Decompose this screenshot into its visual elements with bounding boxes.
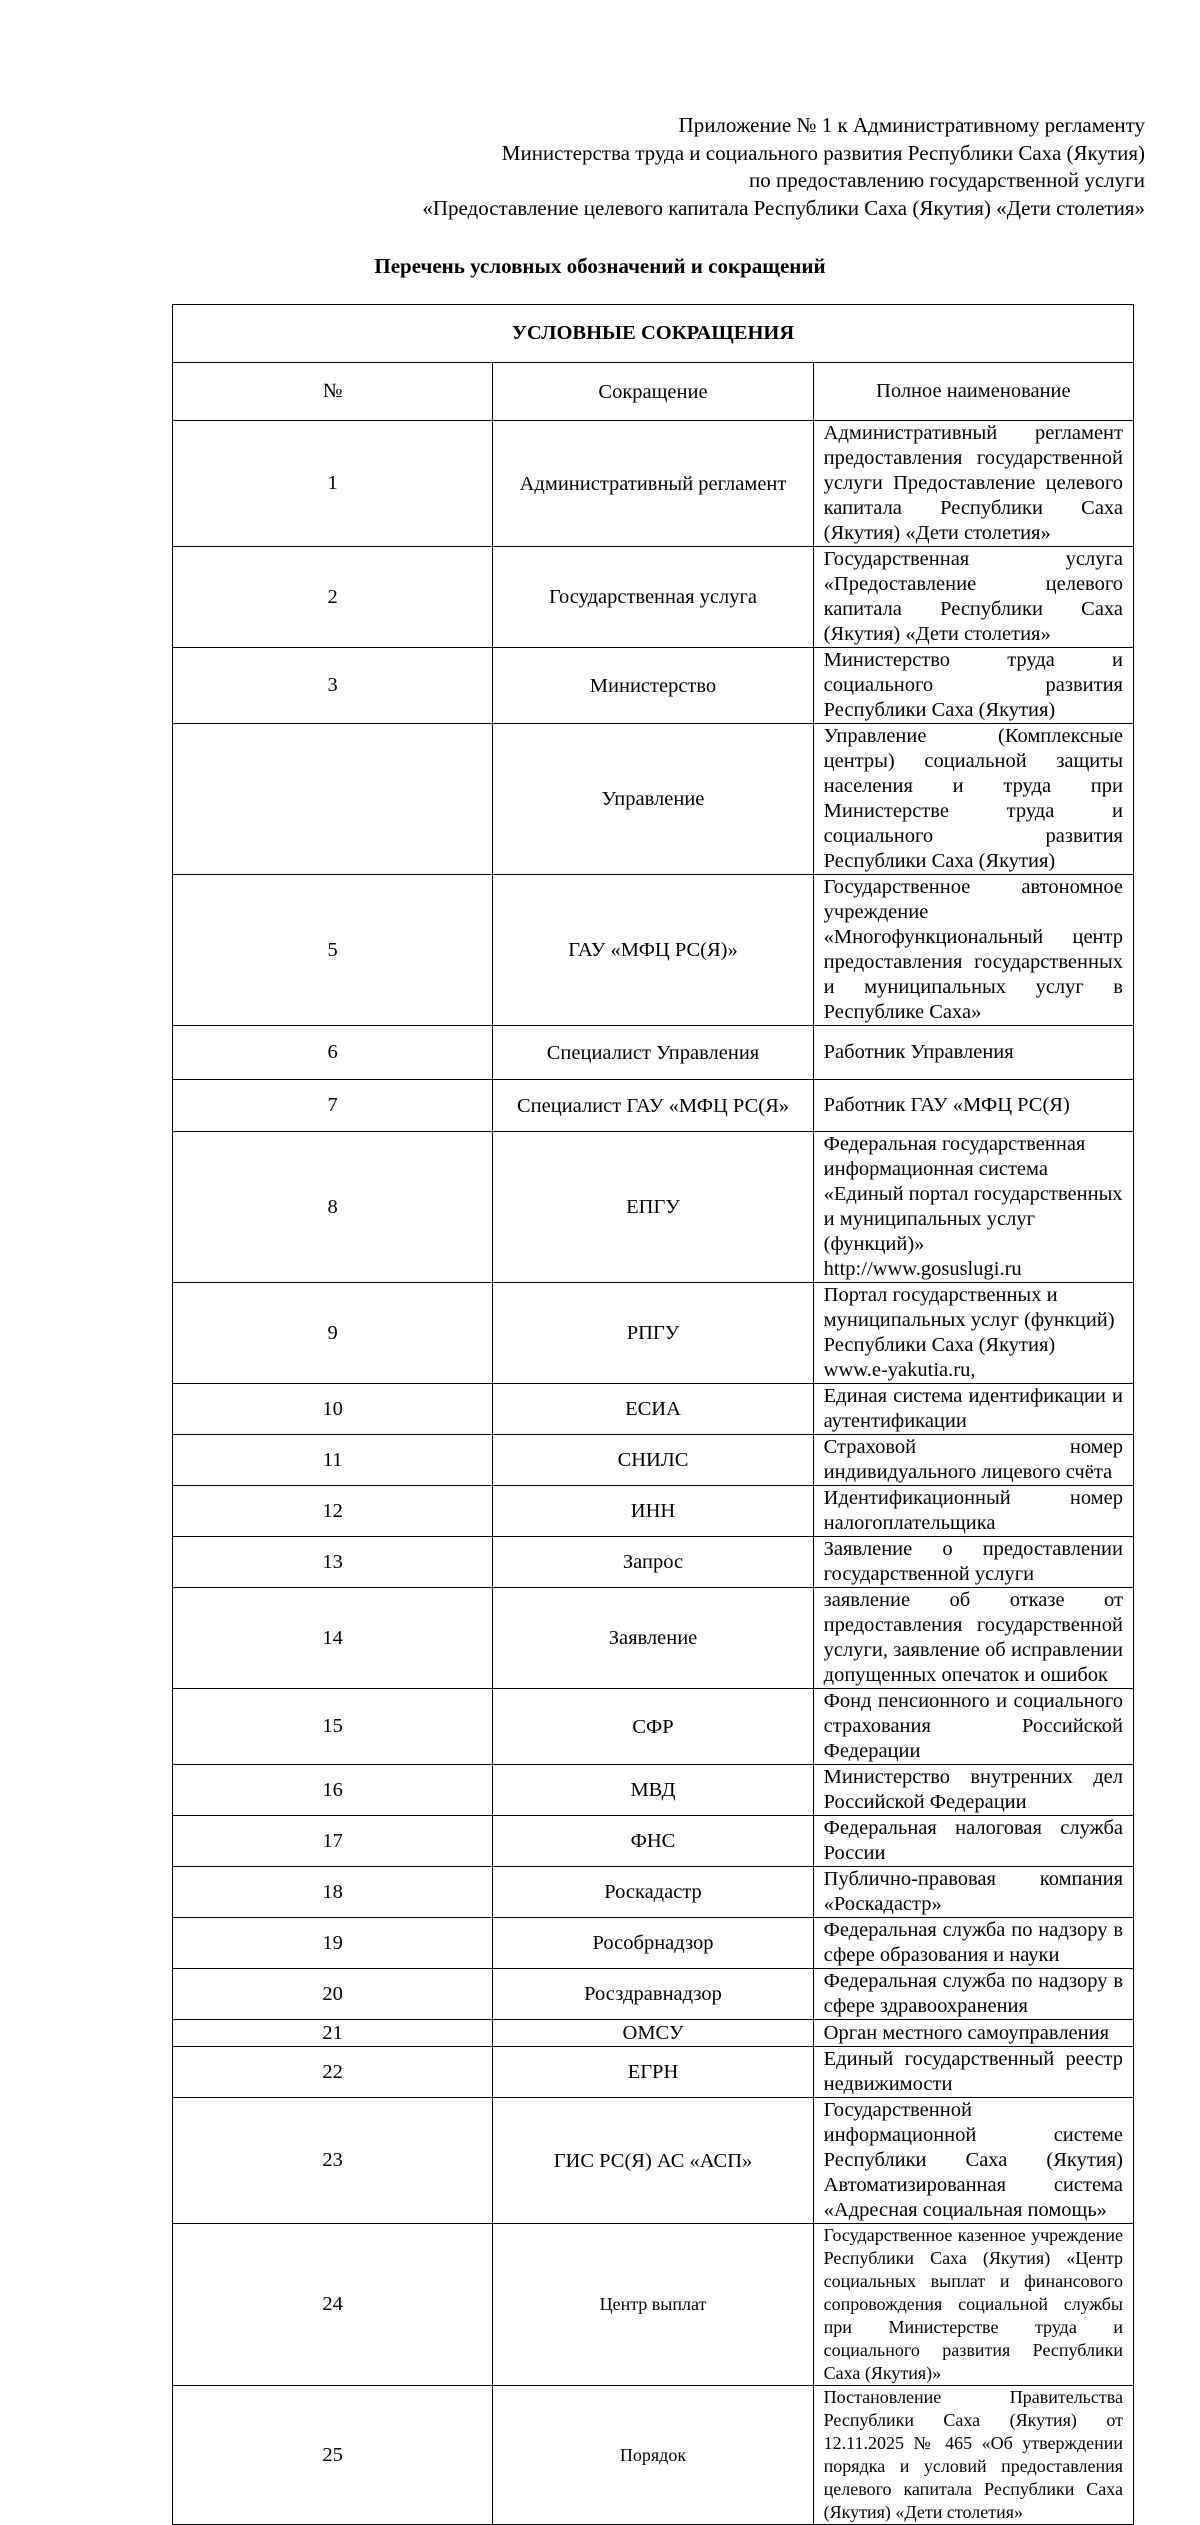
table-row [173,2098,1134,2224]
table-row [173,2386,1134,2525]
row-full-name: Федеральная государственная информационная система «Единый портал государственных и муниципальных услуг (функций)» http://www.gosuslugi.ru [813,1132,1133,1283]
table-row [173,2047,1134,2098]
row-abbreviation: ГАУ «МФЦ РС(Я)» [493,875,813,1026]
row-number: 19 [173,1918,493,1969]
column-header-full-name: Полное наименование [813,363,1133,421]
header-line-3: по предоставлению государственной услуги [749,168,1145,192]
row-abbreviation: Государственная услуга [493,547,813,648]
row-full-name: Министерство внутренних дел Российской Федерации [813,1765,1133,1816]
row-full-name: Постановление Правительства Республики Саха (Якутия) от 12.11.2025 № 465 «Об утверждении порядка и условий предоставления целевого капитала Республики Саха (Якутия) «Дети столетия» [813,2386,1133,2525]
table-row [173,1283,1134,1384]
row-abbreviation: СНИЛС [493,1435,813,1486]
row-number: 18 [173,1867,493,1918]
row-abbreviation: СФР [493,1689,813,1765]
table-row [173,1132,1134,1283]
row-full-name: Портал государственных и муниципальных услуг (функций) Республики Саха (Якутия) www.e-yakutia.ru, [813,1283,1133,1384]
table-row [173,1384,1134,1435]
row-number: 16 [173,1765,493,1816]
row-abbreviation: ЕГРН [493,2047,813,2098]
table-row [173,1969,1134,2020]
table-row [173,1537,1134,1588]
table-row [173,1867,1134,1918]
row-number: 21 [173,2020,493,2047]
row-number: 11 [173,1435,493,1486]
row-full-name: Министерство труда и социального развития Республики Саха (Якутия) [813,648,1133,724]
table-row [173,1816,1134,1867]
row-full-name: Идентификационный номер налогоплательщика [813,1486,1133,1537]
table-row [173,421,1134,547]
row-number: 15 [173,1689,493,1765]
row-abbreviation: Роскадастр [493,1867,813,1918]
row-full-name: Единая система идентификации и аутентификации [813,1384,1133,1435]
row-number: 7 [173,1080,493,1132]
row-number: 2 [173,547,493,648]
row-number: 8 [173,1132,493,1283]
table-caption: УСЛОВНЫЕ СОКРАЩЕНИЯ [173,305,1134,363]
table-header-row [173,363,1134,421]
table-row [173,1026,1134,1080]
row-number: 14 [173,1588,493,1689]
row-full-name: Государственной информационной системе Республики Саха (Якутия) Автоматизированная система «Адресная социальная помощь» [813,2098,1133,2224]
row-full-name: Орган местного самоуправления [813,2020,1133,2047]
row-number: 3 [173,648,493,724]
row-abbreviation: Министерство [493,648,813,724]
table-row [173,1765,1134,1816]
row-number: 1 [173,421,493,547]
row-number: 10 [173,1384,493,1435]
table-row [173,1588,1134,1689]
abbreviations-table [172,304,1134,2525]
header-line-4: «Предоставление целевого капитала Республики Саха (Якутия) «Дети столетия» [422,195,1145,220]
header-line-2: Министерства труда и социального развития Республики Саха (Якутия) [501,140,1145,165]
row-full-name: Работник ГАУ «МФЦ РС(Я) [813,1080,1133,1132]
row-abbreviation: Заявление [493,1588,813,1689]
table-row [173,1918,1134,1969]
row-abbreviation: Специалист ГАУ «МФЦ РС(Я» [493,1080,813,1132]
row-abbreviation: ЕПГУ [493,1132,813,1283]
table-row [173,648,1134,724]
row-abbreviation: ИНН [493,1486,813,1537]
row-full-name: Фонд пенсионного и социального страхования Российской Федерации [813,1689,1133,1765]
row-number [173,724,493,875]
row-number: 5 [173,875,493,1026]
row-number: 9 [173,1283,493,1384]
row-full-name: Федеральная служба по надзору в сфере здравоохранения [813,1969,1133,2020]
row-number: 20 [173,1969,493,2020]
row-full-name: Заявление о предоставлении государственной услуги [813,1537,1133,1588]
row-full-name: Государственная услуга «Предоставление целевого капитала Республики Саха (Якутия) «Дети столетия» [813,547,1133,648]
row-number: 22 [173,2047,493,2098]
row-full-name: Единый государственный реестр недвижимости [813,2047,1133,2098]
appendix-header [422,112,1145,222]
row-abbreviation: МВД [493,1765,813,1816]
row-abbreviation: ОМСУ [493,2020,813,2047]
row-number: 6 [173,1026,493,1080]
row-abbreviation: Запрос [493,1537,813,1588]
row-abbreviation: Административный регламент [493,421,813,547]
row-abbreviation: Росздравнадзор [493,1969,813,2020]
table-row [173,1689,1134,1765]
row-number: 12 [173,1486,493,1537]
column-header-abbreviation: Сокращение [493,363,813,421]
row-abbreviation: Управление [493,724,813,875]
row-full-name: Работник Управления [813,1026,1133,1080]
row-abbreviation: Рособрнадзор [493,1918,813,1969]
table-row [173,1486,1134,1537]
row-full-name: Федеральная служба по надзору в сфере образования и науки [813,1918,1133,1969]
row-abbreviation: Центр выплат [493,2224,813,2386]
table-row [173,875,1134,1026]
row-abbreviation: ЕСИА [493,1384,813,1435]
row-number: 23 [173,2098,493,2224]
row-full-name: Публично-правовая компания «Роскадастр» [813,1867,1133,1918]
row-full-name: Управление (Комплексные центры) социальной защиты населения и труда при Министерстве труда и социального развития Республики Саха (Якутия) [813,724,1133,875]
table-row [173,547,1134,648]
table-row [173,2020,1134,2047]
row-number: 24 [173,2224,493,2386]
row-full-name: Страховой номер индивидуального лицевого счёта [813,1435,1133,1486]
row-abbreviation: РПГУ [493,1283,813,1384]
row-abbreviation: Специалист Управления [493,1026,813,1080]
column-header-number: № [173,363,493,421]
table-row [173,2224,1134,2386]
table-row [173,1080,1134,1132]
row-number: 25 [173,2386,493,2525]
row-abbreviation: ГИС РС(Я) АС «АСП» [493,2098,813,2224]
row-number: 17 [173,1816,493,1867]
header-line-1: Приложение № 1 к Административному регламенту [678,113,1145,137]
row-full-name: Федеральная налоговая служба России [813,1816,1133,1867]
table-row [173,724,1134,875]
table-row [173,1435,1134,1486]
document-title: Перечень условных обозначений и сокращений [374,254,826,278]
row-number: 13 [173,1537,493,1588]
row-full-name: Административный регламент предоставления государственной услуги Предоставление целевого капитала Республики Саха (Якутия) «Дети столетия» [813,421,1133,547]
row-full-name: Государственное казенное учреждение Республики Саха (Якутия) «Центр социальных выплат и финансового сопровождения социальной службы при Министерстве труда и социального развития Республики Саха (Якутия)» [813,2224,1133,2386]
row-abbreviation: ФНС [493,1816,813,1867]
row-full-name: заявление об отказе от предоставления государственной услуги, заявление об исправлении допущенных опечаток и ошибок [813,1588,1133,1689]
row-full-name: Государственное автономное учреждение «Многофункциональный центр предоставления государственных и муниципальных услуг в Республике Саха» [813,875,1133,1026]
row-abbreviation: Порядок [493,2386,813,2525]
